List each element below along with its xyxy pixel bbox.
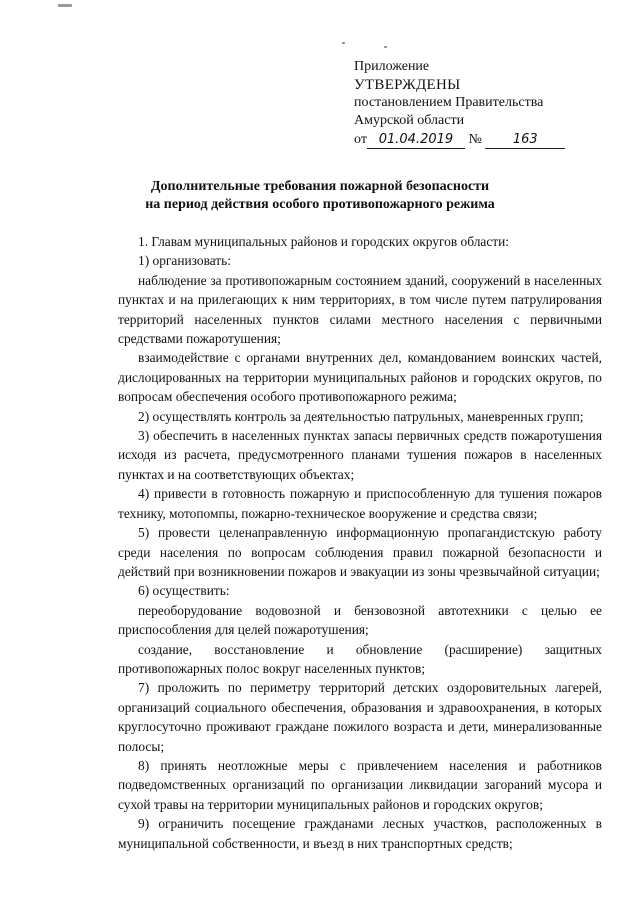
body-paragraph: взаимодействие с органами внутренних дел, командованием воинских частей, дислоцированных на территории муниципальных районов и городских округов, по вопросам обеспечения особого противопожарного режима; [118, 350, 602, 405]
approval-line-region: Амурской области [354, 113, 465, 128]
date-prefix: от [354, 132, 367, 147]
document-title [0, 178, 640, 214]
approval-date-number-line [354, 131, 565, 149]
body-paragraph: 1. Главам муниципальных районов и городских округов области: [138, 234, 510, 249]
approval-line-resolution: постановлением Правительства [354, 95, 544, 110]
scan-speck [342, 42, 345, 44]
approval-block [354, 58, 565, 149]
title-line-2: на период действия особого противопожарного режима [145, 197, 495, 212]
body-paragraph: 9) ограничить посещение гражданами лесных участков, расположенных в муниципальной собственности, и въезд в них транспортных средств; [118, 816, 602, 851]
handwritten-date: 01.04.2019 [367, 132, 465, 149]
body-paragraph: 4) привести в готовность пожарную и приспособленную для тушения пожаров технику, мотопомпы, пожарно-техническое вооружение и средства связи; [118, 486, 602, 521]
body-paragraph: наблюдение за противопожарным состоянием зданий, сооружений в населенных пунктах и на прилегающих к ним территориях, в том числе путем патрулирования территорий населенных пунктов силами местного населения с первичными средствами пожаротушения; [118, 272, 602, 347]
scan-speck [58, 4, 72, 7]
body-paragraph: 8) принять неотложные меры с привлечением населения и работников подведомственных организаций по организации ликвидации загораний мусора и сухой травы на территории муниципальных районов и городских округов; [118, 757, 602, 812]
body-paragraph: переоборудование водовозной и бензовозной автотехники с целью ее приспособления для целей пожаротушения; [118, 602, 602, 638]
body-paragraph: 5) провести целенаправленную информационную пропагандистскую работу среди населения по вопросам соблюдения правил пожарной безопасности и действий при возникновении пожаров и эвакуации из зоны чрезвычайной ситуации; [118, 525, 602, 579]
body-paragraph: 6) осуществить: [138, 583, 230, 599]
document-body [118, 232, 602, 853]
handwritten-number: 163 [485, 132, 565, 149]
approval-line-approved: УТВЕРЖДЕНЫ [354, 77, 461, 93]
title-line-1: Дополнительные требования пожарной безопасности [150, 179, 490, 194]
body-paragraph: 7) проложить по периметру территорий детских оздоровительных лагерей, организаций социального обеспечения, образования и здравоохранения, в которых круглосуточно проживают граждане пожилого возраста и дети, минерализованные полосы; [118, 680, 602, 754]
body-paragraph: 3) обеспечить в населенных пунктах запасы первичных средств пожаротушения исходя из расчета, предусмотренного планами тушения пожаров в населенных пунктах и на соответствующих объектах; [118, 428, 602, 482]
body-paragraph: создание, восстановление и обновление (расширение) защитных противопожарных полос вокруг населенных пунктов; [118, 641, 602, 676]
scan-speck [384, 46, 387, 48]
body-paragraph: 2) осуществлять контроль за деятельностью патрульных, маневренных групп; [138, 408, 584, 424]
number-prefix: № [468, 132, 482, 147]
approval-line-appendix: Приложение [354, 59, 430, 74]
body-paragraph: 1) организовать: [138, 253, 231, 269]
